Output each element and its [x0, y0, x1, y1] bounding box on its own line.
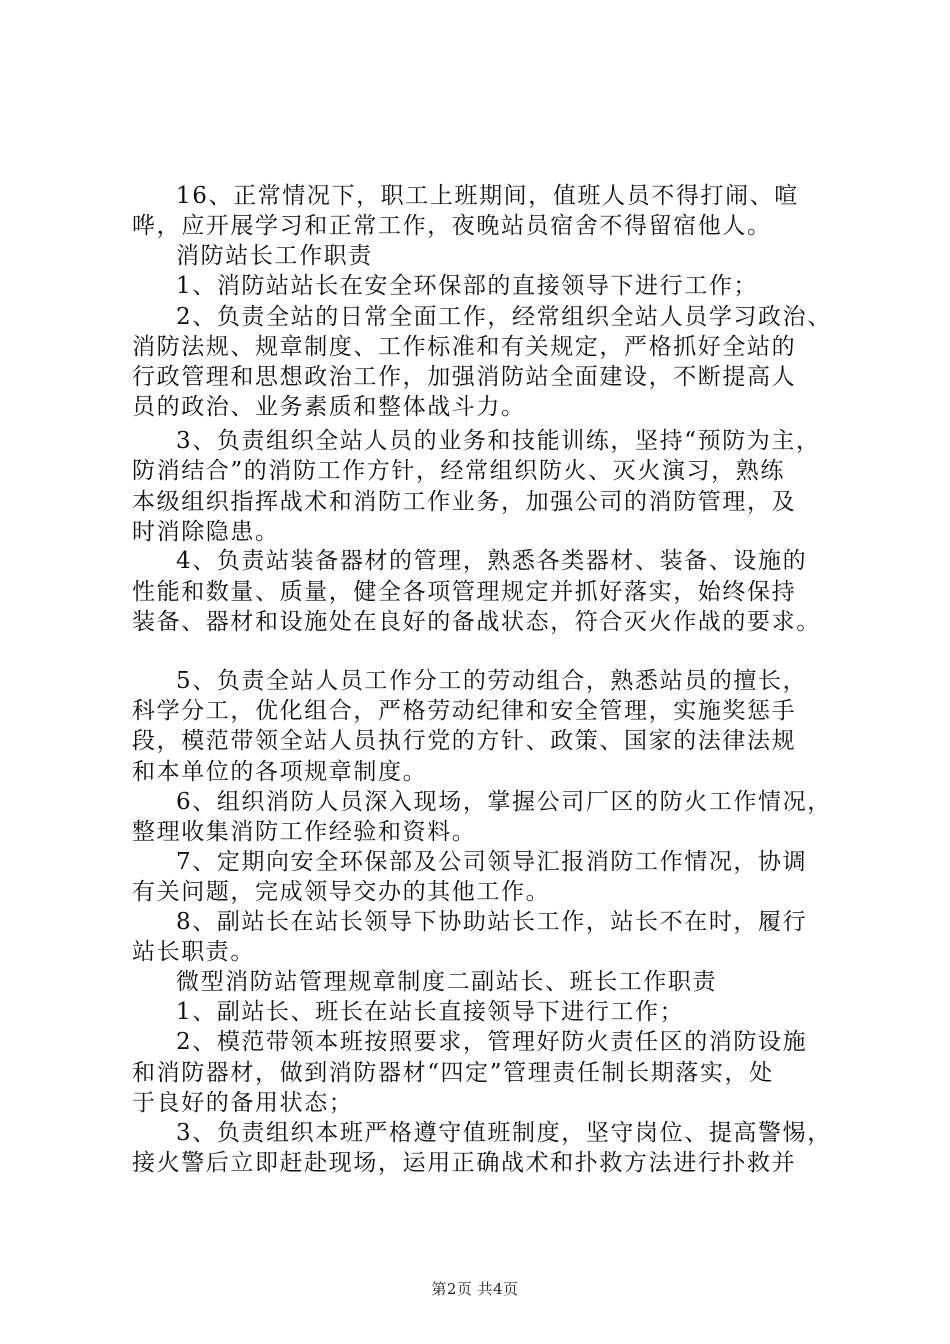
section-heading: 消防站长工作职责	[176, 243, 373, 269]
text-line: 本级组织指挥战术和消防工作业务，加强公司的消防管理，及	[132, 489, 797, 515]
text-line: 接火警后立即赶赴现场，运用正确战术和扑救方法进行扑救并	[132, 1150, 797, 1176]
section-heading: 微型消防站管理规章制度二副站长、班长工作职责	[176, 969, 718, 995]
text-line: 16、正常情况下，职工上班期间，值班人员不得打闹、喧	[176, 183, 799, 209]
text-line: 防消结合”的消防工作方针，经常组织防火、灭火演习，熟练	[132, 458, 785, 484]
text-line: 5、负责全站人员工作分工的劳动组合，熟悉站员的擅长，	[176, 668, 808, 694]
text-line: 有关问题，完成领导交办的其他工作。	[132, 879, 551, 905]
text-line: 4、负责站装备器材的管理，熟悉各类器材、装备、设施的	[176, 548, 808, 574]
text-line: 整理收集消防工作经验和资料。	[132, 819, 477, 845]
text-line: 2、模范带领本班按照要求，管理好防火责任区的消防设施	[176, 1029, 808, 1055]
text-line: 1、消防站站长在安全环保部的直接领导下进行工作；	[176, 273, 759, 299]
text-line: 装备、器材和设施处在良好的备战状态，符合灭火作战的要求。	[132, 609, 821, 635]
text-line: 8、副站长在站长领导下协助站长工作，站长不在时，履行	[176, 909, 808, 935]
text-line: 员的政治、业务素质和整体战斗力。	[132, 394, 526, 420]
text-line: 和本单位的各项规章制度。	[132, 759, 428, 785]
text-line: 消防法规、规章制度、工作标准和有关规定，严格抓好全站的	[132, 334, 797, 360]
text-line: 站长职责。	[132, 939, 255, 965]
text-line: 哗，应开展学习和正常工作，夜晚站员宿舍不得留宿他人。	[132, 213, 772, 239]
text-line: 于良好的备用状态；	[132, 1090, 354, 1116]
text-line: 6、组织消防人员深入现场，掌握公司厂区的防火工作情况，	[176, 789, 832, 815]
text-line: 和消防器材，做到消防器材“四定”管理责任制长期落实，处	[132, 1060, 774, 1086]
text-line: 时消除隐患。	[132, 519, 280, 545]
page-footer: 第2页 共4页	[431, 1280, 519, 1298]
text-line: 段，模范带领全站人员执行党的方针、政策、国家的法律法规	[132, 728, 797, 754]
text-line: 1、副站长、班长在站长直接领导下进行工作；	[176, 999, 685, 1025]
text-line: 3、负责组织本班严格遵守值班制度，坚守岗位、提高警惕，	[176, 1120, 832, 1146]
text-line: 7、定期向安全环保部及公司领导汇报消防工作情况，协调	[176, 849, 808, 875]
text-line: 2、负责全站的日常全面工作，经常组织全站人员学习政治、	[176, 304, 832, 330]
text-line: 科学分工，优化组合，严格劳动纪律和安全管理，实施奖惩手	[132, 698, 797, 724]
text-line: 3、负责组织全站人员的业务和技能训练，坚持“预防为主，	[176, 428, 821, 454]
text-line: 行政管理和思想政治工作，加强消防站全面建设，不断提高人	[132, 364, 797, 390]
text-line: 性能和数量、质量，健全各项管理规定并抓好落实，始终保持	[132, 579, 797, 605]
